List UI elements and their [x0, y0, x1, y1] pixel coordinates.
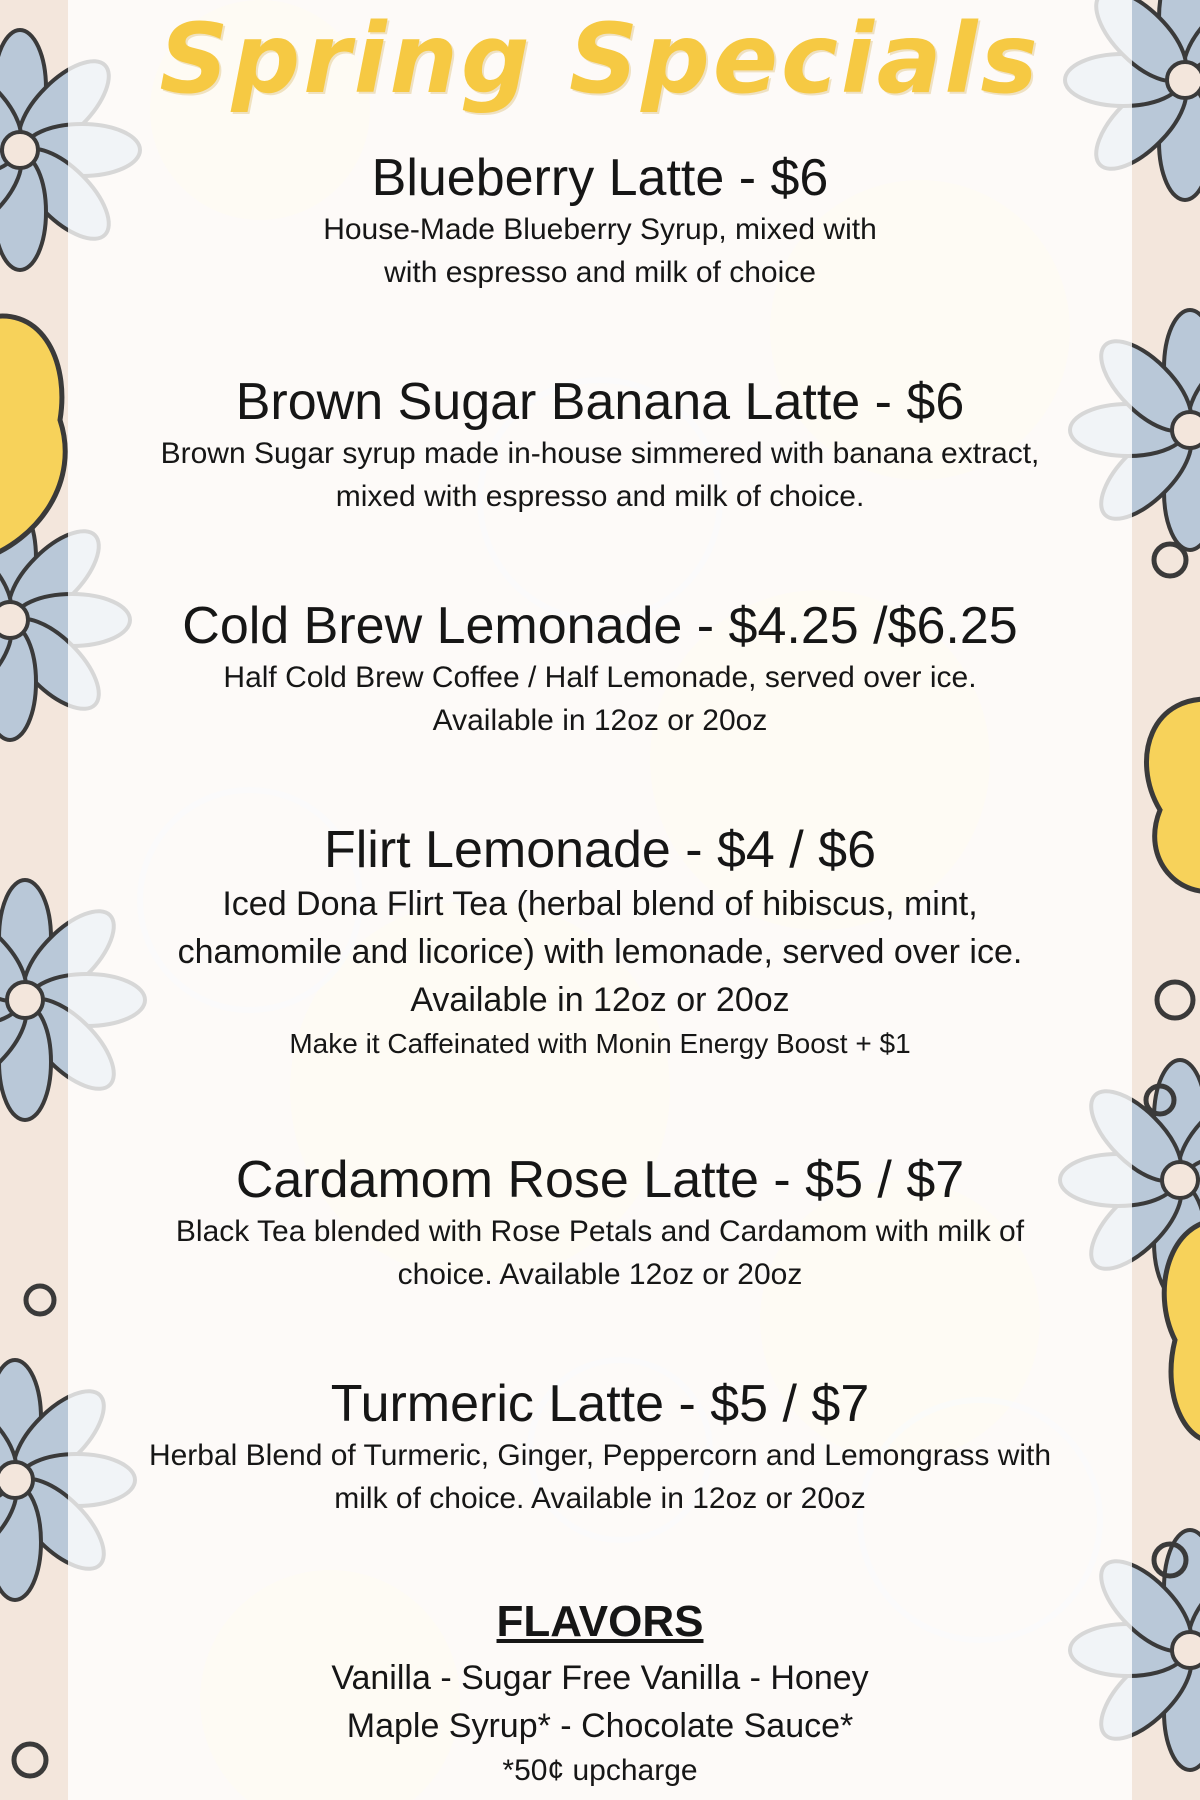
- menu-item-turmeric-latte: [68, 1374, 1132, 1520]
- menu-item-flirt-lemonade: [68, 820, 1132, 1064]
- flavors-heading: FLAVORS: [496, 1597, 704, 1646]
- menu-content: [68, 0, 1132, 1800]
- item-description: Black Tea blended with Rose Petals and Cardamom with milk of: [175, 1215, 1025, 1248]
- item-name: Turmeric Latte - $5 / $7: [330, 1375, 870, 1433]
- menu-item-cold-brew-lemonade: [68, 596, 1132, 742]
- menu-item-brown-sugar-banana-latte: [68, 372, 1132, 518]
- item-description: Brown Sugar syrup made in-house simmered with banana extract,: [160, 437, 1040, 470]
- upcharge-note: *50¢ upcharge: [502, 1754, 698, 1787]
- menu-title: Spring Specials: [159, 3, 1041, 115]
- item-description: chamomile and licorice) with lemonade, served over ice.: [177, 933, 1023, 971]
- item-name: Blueberry Latte - $6: [371, 149, 829, 207]
- item-description: House-Made Blueberry Syrup, mixed with: [323, 213, 877, 246]
- item-description: choice. Available 12oz or 20oz: [397, 1258, 803, 1291]
- flavors-line: Vanilla - Sugar Free Vanilla - Honey: [331, 1659, 869, 1697]
- item-description: Available in 12oz or 20oz: [432, 704, 768, 737]
- item-name: Brown Sugar Banana Latte - $6: [235, 373, 965, 431]
- item-description: Available in 12oz or 20oz: [410, 981, 790, 1019]
- item-description: with espresso and milk of choice: [384, 256, 816, 289]
- item-description: Herbal Blend of Turmeric, Ginger, Peppercorn and Lemongrass with: [148, 1439, 1052, 1472]
- menu-item-cardamom-rose-latte: [68, 1150, 1132, 1296]
- item-name: Flirt Lemonade - $4 / $6: [323, 821, 877, 879]
- item-description: mixed with espresso and milk of choice.: [335, 480, 865, 513]
- item-description: Half Cold Brew Coffee / Half Lemonade, served over ice.: [223, 661, 977, 694]
- flavors-line: Maple Syrup* - Chocolate Sauce*: [346, 1707, 854, 1745]
- item-note: Make it Caffeinated with Monin Energy Boost + $1: [289, 1028, 911, 1059]
- menu-item-blueberry-latte: [68, 148, 1132, 294]
- item-name: Cold Brew Lemonade - $4.25 /$6.25: [182, 597, 1018, 655]
- item-name: Cardamom Rose Latte - $5 / $7: [235, 1151, 965, 1209]
- item-description: Iced Dona Flirt Tea (herbal blend of hibiscus, mint,: [222, 885, 978, 923]
- item-description: milk of choice. Available in 12oz or 20oz: [334, 1482, 866, 1515]
- flavors-section: [68, 1594, 1132, 1792]
